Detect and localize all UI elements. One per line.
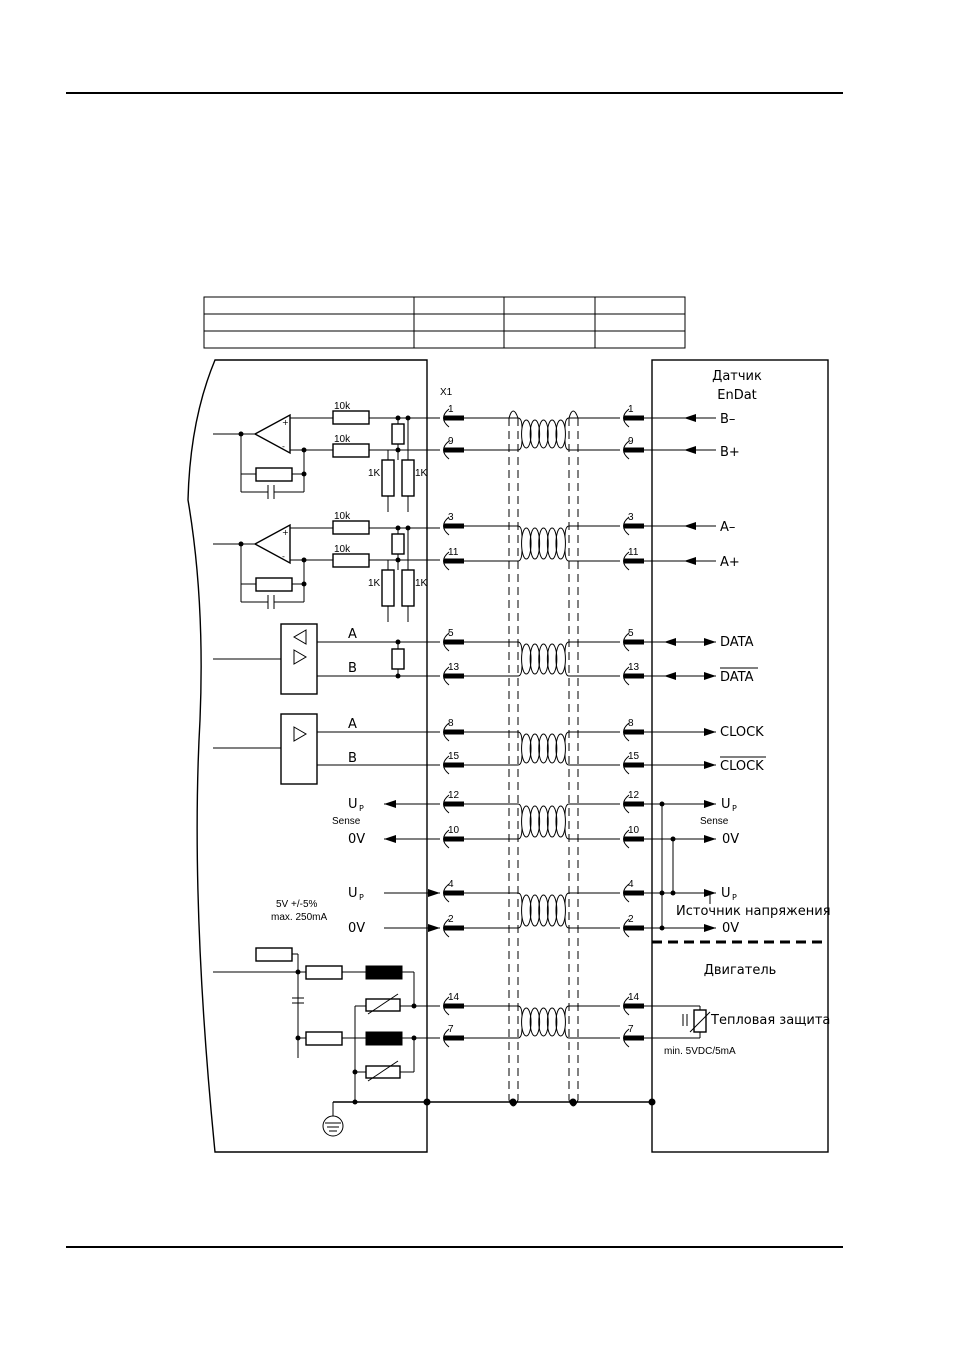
svg-text:U: U — [348, 886, 358, 901]
pin-number-left: 7 — [448, 1024, 454, 1035]
pin-number-left: 11 — [448, 547, 459, 558]
cable-pair — [444, 879, 645, 937]
svg-text:1K: 1K — [415, 468, 428, 479]
data-transceiver — [213, 624, 440, 694]
wire-pairs — [444, 404, 645, 1047]
svg-text:+: + — [282, 418, 289, 427]
pin-number-right: 1 — [628, 404, 634, 415]
svg-text:0V: 0V — [348, 921, 366, 936]
svg-text:5V +/-5%: 5V +/-5% — [276, 899, 318, 910]
pin-number-left: 3 — [448, 512, 454, 523]
pin-number-right: 14 — [628, 992, 640, 1003]
thermal-spec-label: min. 5VDC/5mA — [664, 1046, 736, 1057]
signal-data-inv: DATA — [720, 670, 754, 685]
svg-text:P: P — [732, 893, 737, 902]
connector-pin-icon — [444, 1029, 465, 1047]
motor-label: Двигатель — [703, 963, 777, 978]
pin-number-left: 10 — [448, 825, 460, 836]
supply-left — [271, 886, 440, 936]
supply-source-label: Источник напряжения — [676, 904, 831, 919]
svg-text:U: U — [721, 797, 731, 812]
svg-text:P: P — [732, 804, 737, 813]
connector-pin-icon — [444, 919, 465, 937]
encoder-title-1: Датчик — [712, 369, 762, 384]
pin-number-left: 2 — [448, 914, 454, 925]
differential-amp-b — [213, 401, 440, 512]
sense-left — [332, 797, 440, 847]
cable-pair — [444, 628, 645, 685]
pin-number-right: 7 — [628, 1024, 634, 1035]
encoder-signals — [664, 412, 831, 1057]
pin-number-right: 12 — [628, 790, 640, 801]
connector-pin-icon — [444, 441, 465, 459]
resistor-10k — [333, 444, 369, 457]
svg-text:max. 250mA: max. 250mA — [271, 912, 328, 923]
signal-b-plus: B+ — [720, 445, 740, 460]
connector-pin-icon — [444, 517, 465, 535]
clock-driver — [213, 714, 440, 784]
pin-number-left: 12 — [448, 790, 460, 801]
pin-number-right: 2 — [628, 914, 634, 925]
pin-number-right: 11 — [628, 547, 639, 558]
cable-pair — [444, 512, 645, 570]
svg-text:A: A — [348, 717, 357, 732]
connector-pin-icon — [444, 723, 465, 741]
cable-pair — [444, 404, 645, 459]
pin-number-right: 3 — [628, 512, 634, 523]
connector-pin-icon — [444, 884, 465, 902]
ptc-sensor-icon — [694, 1010, 706, 1032]
pin-number-left: 4 — [448, 879, 454, 890]
thermal-input-left — [213, 948, 440, 1105]
svg-text:P: P — [359, 893, 364, 902]
encoder-panel — [652, 360, 831, 1152]
signal-clock: CLOCK — [720, 725, 764, 740]
cable-pair — [444, 790, 645, 848]
svg-text:U: U — [721, 886, 731, 901]
svg-text:0V: 0V — [348, 832, 366, 847]
svg-text:Sense: Sense — [700, 816, 729, 827]
pin-number-right: 13 — [628, 662, 640, 673]
pin-number-left: 14 — [448, 992, 460, 1003]
svg-text:U: U — [348, 797, 358, 812]
svg-text:P: P — [359, 804, 364, 813]
svg-text:B: B — [348, 751, 357, 766]
pin-number-right: 8 — [628, 718, 634, 729]
pin-number-left: 9 — [448, 436, 454, 447]
pin-number-right: 4 — [628, 879, 634, 890]
cable-shield — [509, 411, 578, 1106]
cable-pair — [444, 992, 645, 1047]
connector-pin-icon — [444, 633, 465, 651]
pin-number-right: 9 — [628, 436, 634, 447]
signal-data: DATA — [720, 635, 754, 650]
encoder-title-2: EnDat — [717, 388, 757, 403]
pin-number-right: 15 — [628, 751, 640, 762]
svg-text:A: A — [348, 627, 357, 642]
connector-x1-label: X1 — [440, 387, 453, 398]
svg-text:0V: 0V — [722, 832, 740, 847]
svg-text:1K: 1K — [368, 468, 381, 479]
pin-number-left: 5 — [448, 628, 454, 639]
pin-number-left: 1 — [448, 404, 454, 415]
ground-bus — [323, 1099, 656, 1137]
pin-number-left: 15 — [448, 751, 460, 762]
svg-text:0V: 0V — [722, 921, 740, 936]
svg-text:-: - — [282, 442, 285, 451]
pin-number-left: 13 — [448, 662, 460, 673]
svg-text:Sense: Sense — [332, 816, 361, 827]
signal-a-plus: A+ — [720, 555, 740, 570]
svg-text:B: B — [348, 661, 357, 676]
ground-icon — [323, 1116, 343, 1136]
svg-text:10k: 10k — [334, 401, 351, 412]
connector-pin-icon — [444, 409, 465, 427]
resistor-10k — [333, 411, 369, 424]
signal-b-minus: B– — [720, 412, 736, 427]
svg-text:10k: 10k — [334, 434, 351, 445]
thermal-protection-label: Тепловая защита — [711, 1013, 831, 1028]
pin-number-right: 5 — [628, 628, 634, 639]
cable-pair — [444, 718, 645, 774]
signal-clock-inv: CLOCK — [720, 759, 764, 774]
pin-number-left: 8 — [448, 718, 454, 729]
pin-number-right: 10 — [628, 825, 640, 836]
differential-amp-a — [213, 511, 440, 622]
signal-a-minus: A– — [720, 520, 736, 535]
spec-table — [204, 297, 685, 348]
